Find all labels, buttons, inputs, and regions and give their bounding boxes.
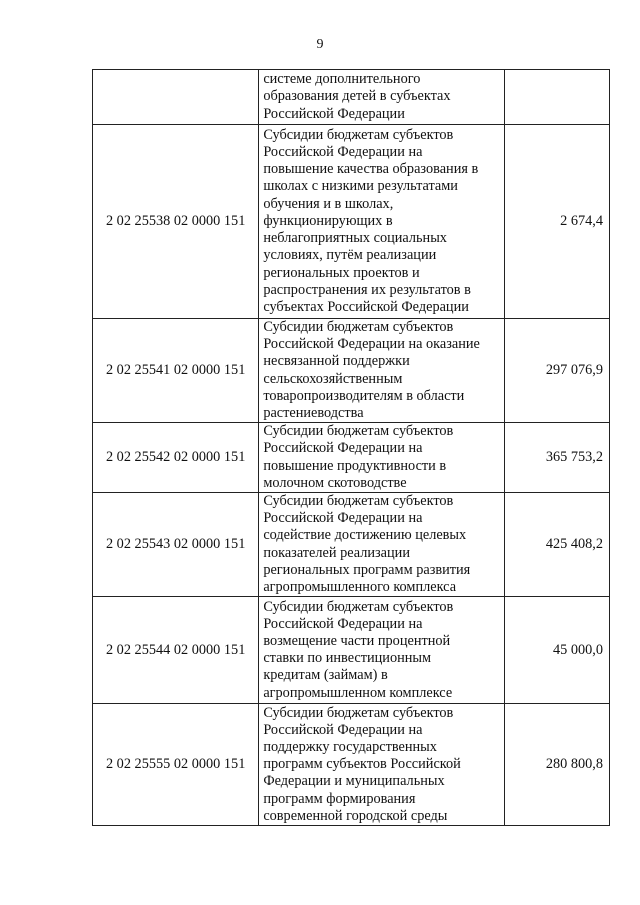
page-number: 9 — [316, 37, 324, 52]
budget-code-cell: 2 02 25555 02 0000 151 — [93, 704, 259, 826]
income-description-cell: Субсидии бюджетам субъектов Российской Федерации на возмещение части процентной ставки по инвестиционным кредитам (займам) в агропромышленном комплексе — [259, 597, 504, 704]
budget-table — [92, 69, 610, 826]
budget-code-cell: 2 02 25544 02 0000 151 — [93, 597, 259, 704]
table-row — [93, 493, 610, 597]
budget-code-cell: 2 02 25538 02 0000 151 — [93, 125, 259, 319]
table-row — [93, 704, 610, 826]
table-row — [93, 319, 610, 423]
budget-code-cell: 2 02 25541 02 0000 151 — [93, 319, 259, 423]
amount-cell: 297 076,9 — [504, 319, 609, 423]
table-row — [93, 423, 610, 493]
income-description-cell: Субсидии бюджетам субъектов Российской Федерации на поддержку государственных программ субъектов Российской Федерации и муниципальных программ формирования современной городской среды — [259, 704, 504, 826]
table-row — [93, 597, 610, 704]
budget-code-cell: 2 02 25542 02 0000 151 — [93, 423, 259, 493]
amount-cell: 365 753,2 — [504, 423, 609, 493]
budget-code-cell: 2 02 25543 02 0000 151 — [93, 493, 259, 597]
amount-cell — [504, 70, 609, 125]
income-description-cell: Субсидии бюджетам субъектов Российской Федерации на содействие достижению целевых показателей реализации региональных программ развития агропромышленного комплекса — [259, 493, 504, 597]
amount-cell: 280 800,8 — [504, 704, 609, 826]
income-description-cell: Субсидии бюджетам субъектов Российской Федерации на повышение качества образования в школах с низкими результатами обучения и в школах, функционирующих в неблагоприятных социальных условиях, путём реализации региональных проектов и распространения их результатов в субъектах Российской Федерации — [259, 125, 504, 319]
income-description-cell: системе дополнительного образования детей в субъектах Российской Федерации — [259, 70, 504, 125]
budget-code-cell — [93, 70, 259, 125]
table-row — [93, 125, 610, 319]
amount-cell: 425 408,2 — [504, 493, 609, 597]
table-row — [93, 70, 610, 125]
income-description-cell: Субсидии бюджетам субъектов Российской Федерации на оказание несвязанной поддержки сельскохозяйственным товаропроизводителям в области растениеводства — [259, 319, 504, 423]
income-description-cell: Субсидии бюджетам субъектов Российской Федерации на повышение продуктивности в молочном скотоводстве — [259, 423, 504, 493]
amount-cell: 2 674,4 — [504, 125, 609, 319]
amount-cell: 45 000,0 — [504, 597, 609, 704]
